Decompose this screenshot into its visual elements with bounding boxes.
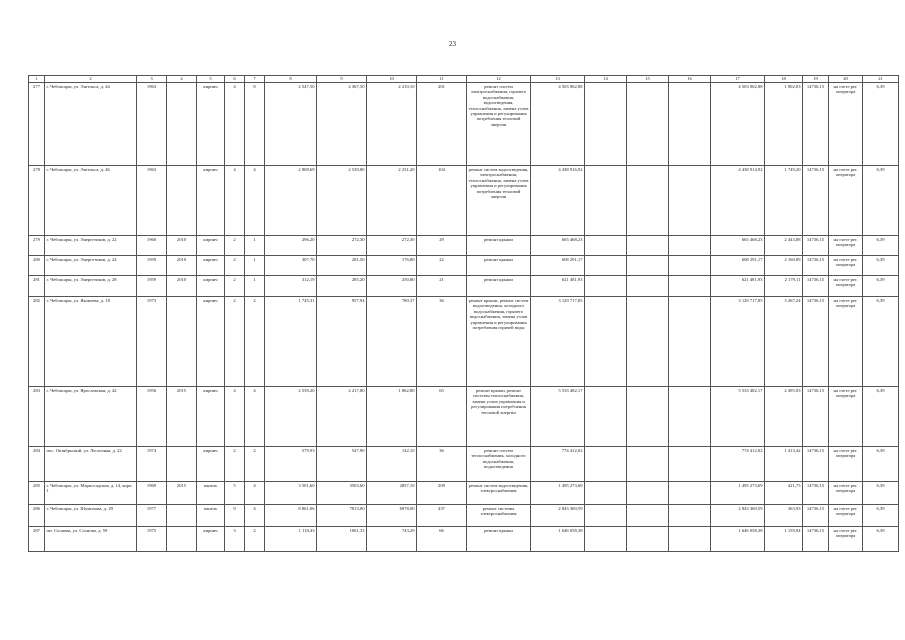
area-residential-cell: 250,80	[367, 276, 417, 297]
column-number-cell: 8	[265, 76, 317, 83]
cost-republic-cell	[627, 482, 669, 505]
cost-republic-cell	[627, 83, 669, 166]
address-cell: г. Чебоксары, ул. Ярославская, д. 42	[45, 387, 137, 447]
residents-cell: 29	[417, 236, 467, 256]
area-all-cell: 7813,00	[317, 505, 367, 527]
column-number-cell: 3	[137, 76, 167, 83]
total-area-cell: 2 808,69	[265, 166, 317, 236]
column-number-row	[29, 76, 899, 83]
overhaul-table	[28, 75, 899, 552]
row-number-cell: 278	[29, 166, 45, 236]
row-number-cell: 287	[29, 527, 45, 552]
floors-cell: 5	[225, 482, 245, 505]
address-cell: г. Чебоксары, ул. Энергетиков, д. 22	[45, 236, 137, 256]
floors-cell: 9	[225, 505, 245, 527]
cost-municipal-cell	[669, 482, 711, 505]
row-number-cell: 281	[29, 276, 45, 297]
cost-total-cell: 5 533 482,17	[531, 387, 585, 447]
year-built-cell: 1977	[137, 505, 167, 527]
area-all-cell: 281,50	[317, 256, 367, 276]
cost-owners-cell: 1 495 273,69	[711, 482, 765, 505]
cost-republic-cell	[627, 166, 669, 236]
entrances-cell: 4	[245, 505, 265, 527]
row-number-cell: 285	[29, 482, 45, 505]
row-number-cell: 283	[29, 387, 45, 447]
cost-owners-cell: 4 503 062,88	[711, 83, 765, 166]
row-number-cell: 277	[29, 83, 45, 166]
area-all-cell: 3503,60	[317, 482, 367, 505]
total-area-cell: 307,70	[265, 256, 317, 276]
column-number-cell: 11	[417, 76, 467, 83]
cost-municipal-cell	[669, 505, 711, 527]
funding-method-cell: на счете рег. оператора	[829, 387, 863, 447]
area-residential-cell: 743,29	[367, 527, 417, 552]
works-cell: ремонт систем водоотведения, электроснабжения, теплоснабжения, замена узлов управления и регулирования потребления тепловой энергии	[467, 166, 531, 236]
total-area-cell: 1 118,43	[265, 527, 317, 552]
wall-material-cell: кирпич	[197, 527, 225, 552]
column-number-cell: 13	[531, 76, 585, 83]
address-cell: г. Чебоксары, ул. Энергетиков, д. 24	[45, 256, 137, 276]
table-row	[29, 505, 899, 527]
cost-owners-cell: 774 412,02	[711, 447, 765, 482]
address-cell: г. Чебоксары, ул. Марпосадская, д. 14, корп. 1	[45, 482, 137, 505]
wall-material-cell: кирпич	[197, 447, 225, 482]
funding-method-cell: на счете рег. оператора	[829, 447, 863, 482]
year-built-cell: 1969	[137, 482, 167, 505]
total-area-cell: 2 539,20	[265, 387, 317, 447]
row-number-cell: 284	[29, 447, 45, 482]
cost-owners-cell: 2 843 369,59	[711, 505, 765, 527]
cost-fund-cell	[585, 447, 627, 482]
entrances-cell: 1	[245, 276, 265, 297]
address-cell: шт. Соснова, ул. Соснова, д. 59	[45, 527, 137, 552]
cost-per-sqm-cell: 363,93	[765, 505, 803, 527]
column-number-cell: 4	[167, 76, 197, 83]
cost-total-cell: 4 503 062,88	[531, 83, 585, 166]
area-all-cell: 957,94	[317, 297, 367, 387]
cost-republic-cell	[627, 276, 669, 297]
cost-republic-cell	[627, 297, 669, 387]
wall-material-cell: кирпич	[197, 256, 225, 276]
total-area-cell: 1 745,31	[265, 297, 317, 387]
cost-fund-cell	[585, 83, 627, 166]
residents-cell: 21	[417, 276, 467, 297]
cost-per-sqm-cell: 2 495,03	[765, 387, 803, 447]
address-cell: г. Чебоксары, ул. Яковлева, д. 18	[45, 297, 137, 387]
cost-fund-cell	[585, 256, 627, 276]
wall-material-cell: кирпич	[197, 297, 225, 387]
overhaul-table-container	[28, 75, 885, 552]
limit-per-sqm-cell: 14736,15	[803, 276, 829, 297]
limit-per-sqm-cell: 14736,15	[803, 387, 829, 447]
row-number-cell: 279	[29, 236, 45, 256]
cost-total-cell: 1 646 058,38	[531, 527, 585, 552]
limit-per-sqm-cell: 14736,15	[803, 236, 829, 256]
table-row	[29, 256, 899, 276]
cost-municipal-cell	[669, 236, 711, 256]
completion-cell: 6,39	[863, 505, 899, 527]
cost-fund-cell	[585, 166, 627, 236]
row-number-cell: 280	[29, 256, 45, 276]
address-cell: г. Чебоксары, ул. Энгельса, д. 46	[45, 166, 137, 236]
residents-cell: 104	[417, 166, 467, 236]
table-row	[29, 166, 899, 236]
floors-cell: 4	[225, 166, 245, 236]
column-number-cell: 15	[627, 76, 669, 83]
completion-cell: 6,39	[863, 527, 899, 552]
table-row	[29, 236, 899, 256]
funding-method-cell: на счете рег. оператора	[829, 482, 863, 505]
column-number-cell: 1	[29, 76, 45, 83]
works-cell: ремонт систем теплоснабжения, холодного водоснабжения, водоотведения	[467, 447, 531, 482]
entrances-cell: 4	[245, 166, 265, 236]
column-number-cell: 21	[863, 76, 899, 83]
column-number-cell: 12	[467, 76, 531, 83]
year-overhaul-cell	[167, 83, 197, 166]
column-number-cell: 9	[317, 76, 367, 83]
funding-method-cell: на счете рег. оператора	[829, 276, 863, 297]
table-row	[29, 482, 899, 505]
cost-republic-cell	[627, 527, 669, 552]
column-number-cell: 14	[585, 76, 627, 83]
limit-per-sqm-cell: 14736,15	[803, 505, 829, 527]
wall-material-cell: кирпич	[197, 236, 225, 256]
works-cell: ремонт крыши	[467, 276, 531, 297]
cost-owners-cell: 665 468,23	[711, 236, 765, 256]
total-area-cell: 296,20	[265, 236, 317, 256]
entrances-cell: 2	[245, 527, 265, 552]
area-all-cell: 547,90	[317, 447, 367, 482]
limit-per-sqm-cell: 14736,15	[803, 447, 829, 482]
cost-owners-cell: 5 533 482,17	[711, 387, 765, 447]
column-number-cell: 17	[711, 76, 765, 83]
funding-method-cell: на счете рег. оператора	[829, 83, 863, 166]
area-all-cell: 2 217,80	[317, 387, 367, 447]
funding-method-cell: на счете рег. оператора	[829, 166, 863, 236]
cost-municipal-cell	[669, 447, 711, 482]
cost-fund-cell	[585, 482, 627, 505]
year-overhaul-cell: 2010	[167, 236, 197, 256]
entrances-cell: 1	[245, 256, 265, 276]
works-cell: ремонт крыши	[467, 256, 531, 276]
entrances-cell: 2	[245, 297, 265, 387]
cost-total-cell: 621 481,93	[531, 276, 585, 297]
area-residential-cell: 272,30	[367, 236, 417, 256]
cost-total-cell: 2 843 369,59	[531, 505, 585, 527]
wall-material-cell: кирпич	[197, 276, 225, 297]
cost-per-sqm-cell: 2 179,11	[765, 276, 803, 297]
table-row	[29, 387, 899, 447]
cost-republic-cell	[627, 256, 669, 276]
cost-republic-cell	[627, 236, 669, 256]
address-cell: пос. Октябрьский, ул. Лесхозная, д. 22	[45, 447, 137, 482]
works-cell: ремонт крыши	[467, 527, 531, 552]
entrances-cell: 2	[245, 447, 265, 482]
cost-municipal-cell	[669, 527, 711, 552]
cost-per-sqm-cell: 2 443,88	[765, 236, 803, 256]
limit-per-sqm-cell: 14736,15	[803, 166, 829, 236]
cost-fund-cell	[585, 297, 627, 387]
year-built-cell: 1975	[137, 527, 167, 552]
address-cell: г. Чебоксары, ул. Энергетиков, д. 28	[45, 276, 137, 297]
wall-material-cell: панель	[197, 482, 225, 505]
residents-cell: 65	[417, 387, 467, 447]
year-overhaul-cell	[167, 527, 197, 552]
column-number-cell: 5	[197, 76, 225, 83]
year-built-cell: 1973	[137, 297, 167, 387]
row-number-cell: 286	[29, 505, 45, 527]
cost-per-sqm-cell: 421,75	[765, 482, 803, 505]
works-cell: ремонт крыши, ремонт систем водоотведения, холодного водоснабжения, горячего водоснабжения, замена узлов управления и регулирования потребления горячей воды	[467, 297, 531, 387]
floors-cell: 2	[225, 256, 245, 276]
cost-fund-cell	[585, 236, 627, 256]
residents-cell: 22	[417, 256, 467, 276]
cost-owners-cell: 3 129 717,85	[711, 297, 765, 387]
area-all-cell: 2 367,50	[317, 83, 367, 166]
completion-cell: 6,39	[863, 387, 899, 447]
table-body	[29, 76, 899, 552]
residents-cell: 66	[417, 527, 467, 552]
area-residential-cell: 780,37	[367, 297, 417, 387]
cost-municipal-cell	[669, 276, 711, 297]
address-cell: г. Чебоксары, ул. Шумилова, д. 29	[45, 505, 137, 527]
residents-cell: 36	[417, 297, 467, 387]
total-area-cell: 579,93	[265, 447, 317, 482]
year-overhaul-cell: 2010	[167, 256, 197, 276]
entrances-cell: 1	[245, 236, 265, 256]
year-built-cell: 1960	[137, 236, 167, 256]
table-row	[29, 276, 899, 297]
address-cell: г. Чебоксары, ул. Энгельса, д. 44	[45, 83, 137, 166]
cost-municipal-cell	[669, 256, 711, 276]
cost-fund-cell	[585, 387, 627, 447]
completion-cell: 6,39	[863, 83, 899, 166]
cost-per-sqm-cell: 1 159,94	[765, 527, 803, 552]
works-cell: ремонт систем водоотведения, электроснабжения	[467, 482, 531, 505]
residents-cell: 36	[417, 447, 467, 482]
area-residential-cell: 176,80	[367, 256, 417, 276]
residents-cell: 201	[417, 83, 467, 166]
completion-cell: 6,39	[863, 482, 899, 505]
column-number-cell: 7	[245, 76, 265, 83]
column-number-cell: 18	[765, 76, 803, 83]
area-all-cell: 2 539,80	[317, 166, 367, 236]
table-row	[29, 447, 899, 482]
floors-cell: 4	[225, 83, 245, 166]
floors-cell: 2	[225, 447, 245, 482]
area-residential-cell: 1 862,80	[367, 387, 417, 447]
cost-owners-cell: 1 646 058,38	[711, 527, 765, 552]
year-overhaul-cell: 2010	[167, 276, 197, 297]
cost-republic-cell	[627, 387, 669, 447]
area-all-cell: 1061,33	[317, 527, 367, 552]
cost-per-sqm-cell: 1 749,20	[765, 166, 803, 236]
cost-fund-cell	[585, 505, 627, 527]
row-number-cell: 282	[29, 297, 45, 387]
cost-total-cell: 665 468,23	[531, 236, 585, 256]
total-area-cell: 2 547,50	[265, 83, 317, 166]
funding-method-cell: на счете рег. оператора	[829, 297, 863, 387]
wall-material-cell: кирпич	[197, 83, 225, 166]
limit-per-sqm-cell: 14736,15	[803, 482, 829, 505]
wall-material-cell: кирпич	[197, 387, 225, 447]
completion-cell: 6,39	[863, 236, 899, 256]
cost-owners-cell: 621 481,93	[711, 276, 765, 297]
entrances-cell: 4	[245, 387, 265, 447]
cost-total-cell: 1 495 273,69	[531, 482, 585, 505]
year-overhaul-cell: 2015	[167, 387, 197, 447]
entrances-cell: 8	[245, 83, 265, 166]
column-number-cell: 2	[45, 76, 137, 83]
area-residential-cell: 6978,00	[367, 505, 417, 527]
completion-cell: 6,39	[863, 166, 899, 236]
cost-owners-cell: 4 438 914,92	[711, 166, 765, 236]
cost-fund-cell	[585, 527, 627, 552]
cost-fund-cell	[585, 276, 627, 297]
funding-method-cell: на счете рег. оператора	[829, 505, 863, 527]
year-overhaul-cell	[167, 447, 197, 482]
column-number-cell: 16	[669, 76, 711, 83]
cost-municipal-cell	[669, 166, 711, 236]
cost-republic-cell	[627, 505, 669, 527]
area-residential-cell: 2 231,20	[367, 166, 417, 236]
cost-owners-cell: 608 291,17	[711, 256, 765, 276]
wall-material-cell: панель	[197, 505, 225, 527]
floors-cell: 2	[225, 276, 245, 297]
year-built-cell: 1956	[137, 387, 167, 447]
table-row	[29, 527, 899, 552]
area-residential-cell: 2857,10	[367, 482, 417, 505]
cost-per-sqm-cell: 1 902,03	[765, 83, 803, 166]
completion-cell: 6,39	[863, 447, 899, 482]
year-overhaul-cell	[167, 297, 197, 387]
cost-municipal-cell	[669, 83, 711, 166]
cost-municipal-cell	[669, 387, 711, 447]
works-cell: ремонт систем электроснабжения, горячего водоснабжения, водоотведения, теплоснабжения, замена узлов управления и регулирования потребления тепловой энергии	[467, 83, 531, 166]
residents-cell: 209	[417, 482, 467, 505]
works-cell: ремонт системы электроснабжения	[467, 505, 531, 527]
floors-cell: 4	[225, 387, 245, 447]
year-built-cell: 1963	[137, 166, 167, 236]
cost-total-cell: 774 412,02	[531, 447, 585, 482]
table-row	[29, 83, 899, 166]
area-residential-cell: 142,10	[367, 447, 417, 482]
total-area-cell: 8 861,06	[265, 505, 317, 527]
table-row	[29, 297, 899, 387]
cost-total-cell: 4 438 916,92	[531, 166, 585, 236]
limit-per-sqm-cell: 14736,15	[803, 256, 829, 276]
funding-method-cell: на счете рег. оператора	[829, 527, 863, 552]
year-overhaul-cell: 2015	[167, 482, 197, 505]
floors-cell: 3	[225, 527, 245, 552]
area-all-cell: 285,20	[317, 276, 367, 297]
wall-material-cell: кирпич	[197, 166, 225, 236]
floors-cell: 2	[225, 297, 245, 387]
cost-republic-cell	[627, 447, 669, 482]
funding-method-cell: на счете рег. оператора	[829, 256, 863, 276]
column-number-cell: 20	[829, 76, 863, 83]
works-cell: ремонт крыши	[467, 236, 531, 256]
year-built-cell: 1974	[137, 447, 167, 482]
total-area-cell: 312,19	[265, 276, 317, 297]
completion-cell: 6,39	[863, 256, 899, 276]
limit-per-sqm-cell: 14736,15	[803, 527, 829, 552]
column-number-cell: 19	[803, 76, 829, 83]
column-number-cell: 6	[225, 76, 245, 83]
year-built-cell: 1959	[137, 276, 167, 297]
total-area-cell: 3 501,60	[265, 482, 317, 505]
cost-per-sqm-cell: 2 160,89	[765, 256, 803, 276]
cost-total-cell: 608 291,17	[531, 256, 585, 276]
page-number: 23	[449, 40, 456, 48]
year-built-cell: 1963	[137, 83, 167, 166]
floors-cell: 2	[225, 236, 245, 256]
cost-per-sqm-cell: 3 267,24	[765, 297, 803, 387]
limit-per-sqm-cell: 14736,15	[803, 297, 829, 387]
entrances-cell: 4	[245, 482, 265, 505]
completion-cell: 6,39	[863, 276, 899, 297]
funding-method-cell: на счете рег. оператора	[829, 236, 863, 256]
area-all-cell: 272,30	[317, 236, 367, 256]
column-number-cell: 10	[367, 76, 417, 83]
works-cell: ремонт крыши, ремонт системы теплоснабжения, замена узлов управления и регулирования потребления тепловой энергии	[467, 387, 531, 447]
year-overhaul-cell	[167, 166, 197, 236]
completion-cell: 6,39	[863, 297, 899, 387]
residents-cell: 437	[417, 505, 467, 527]
cost-municipal-cell	[669, 297, 711, 387]
year-overhaul-cell	[167, 505, 197, 527]
area-residential-cell: 2 210,10	[367, 83, 417, 166]
cost-total-cell: 3 129 717,85	[531, 297, 585, 387]
limit-per-sqm-cell: 14736,15	[803, 83, 829, 166]
cost-per-sqm-cell: 1 413,42	[765, 447, 803, 482]
year-built-cell: 1959	[137, 256, 167, 276]
